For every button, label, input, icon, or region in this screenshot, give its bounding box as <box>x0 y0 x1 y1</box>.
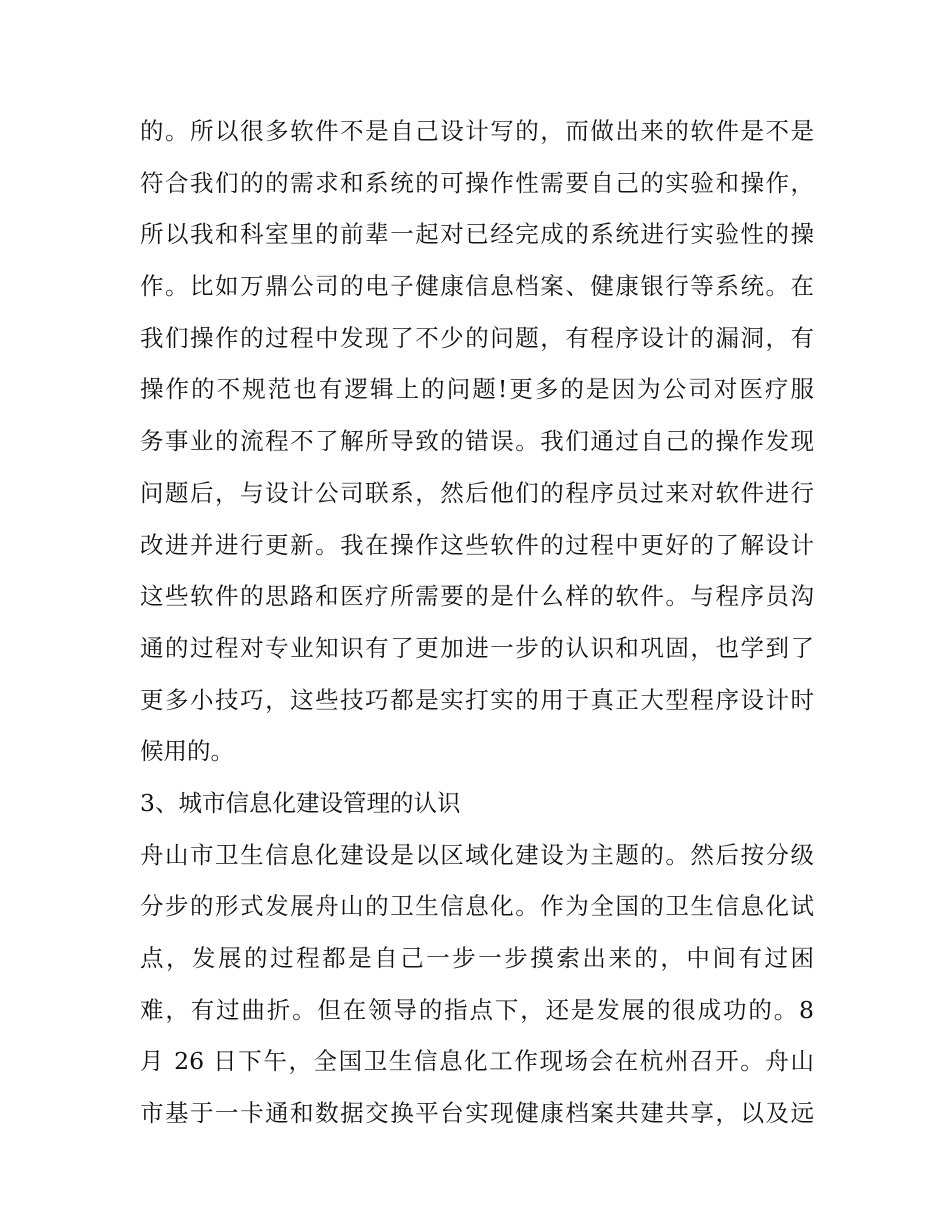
paragraph-line: 这些软件的思路和医疗所需要的是什么样的软件。与程序员沟 <box>140 582 814 611</box>
paragraph-line: 更多小技巧，这些技巧都是实打实的用于真正大型程序设计时 <box>140 685 814 714</box>
paragraph-line: 所以我和科室里的前辈一起对已经完成的系统进行实验性的操 <box>140 220 814 249</box>
paragraph-line-last: 候用的。 <box>140 737 234 766</box>
paragraph-line: 问题后，与设计公司联系，然后他们的程序员过来对软件进行 <box>140 478 814 507</box>
paragraph-line: 符合我们的的需求和系统的可操作性需要自己的实验和操作， <box>140 168 814 197</box>
document-body <box>140 106 814 1140</box>
paragraph-line: 月 26 日下午，全国卫生信息化工作现场会在杭州召开。舟山 <box>140 1047 814 1076</box>
paragraph-line: 操作的不规范也有逻辑上的问题!更多的是因为公司对医疗服 <box>140 375 814 404</box>
paragraph-line: 改进并进行更新。我在操作这些软件的过程中更好的了解设计 <box>140 530 814 559</box>
paragraph-line: 难，有过曲折。但在领导的指点下，还是发展的很成功的。8 <box>140 995 814 1024</box>
paragraph-line: 点，发展的过程都是自己一步一步摸索出来的，中间有过困 <box>140 944 814 972</box>
paragraph-line: 的。所以很多软件不是自己设计写的，而做出来的软件是不是 <box>140 117 814 145</box>
paragraph-line: 舟山市卫生信息化建设是以区域化建设为主题的。然后按分级 <box>140 840 814 869</box>
paragraph-line: 务事业的流程不了解所导致的错误。我们通过自己的操作发现 <box>140 427 814 456</box>
paragraph-line: 作。比如万鼎公司的电子健康信息档案、健康银行等系统。在 <box>140 272 814 301</box>
paragraph-line: 市基于一卡通和数据交换平台实现健康档案共建共享，以及远 <box>140 1099 814 1128</box>
section-heading: 3、城市信息化建设管理的认识 <box>140 788 461 817</box>
paragraph-line: 我们操作的过程中发现了不少的问题，有程序设计的漏洞，有 <box>140 323 814 352</box>
paragraph-line: 通的过程对专业知识有了更加进一步的认识和巩固，也学到了 <box>140 633 814 662</box>
paragraph-line: 分步的形式发展舟山的卫生信息化。作为全国的卫生信息化试 <box>140 892 814 921</box>
